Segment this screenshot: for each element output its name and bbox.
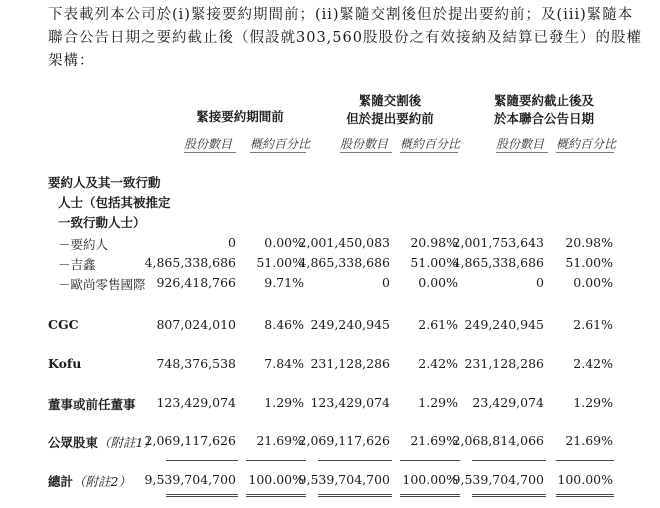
total-rule-top	[400, 460, 460, 461]
cell-shares-after-closing: 2,069,117,626	[298, 433, 390, 448]
table-row	[0, 395, 660, 415]
cell-shares-after-offer: 249,240,945	[464, 317, 544, 332]
table-row	[0, 433, 660, 453]
cell-percent-after-closing: 21.69%	[410, 433, 458, 448]
row-label: －吉鑫	[58, 257, 96, 272]
total-rule-bottom	[556, 494, 614, 497]
cell-percent-before: 1.29%	[264, 395, 304, 410]
cell-shares-before: 2,069,117,626	[144, 433, 236, 448]
table-row	[0, 235, 660, 255]
total-rule-bottom	[318, 494, 392, 497]
cell-percent-after-offer: 100.00%	[557, 472, 613, 487]
row-label: 董事或前任董事	[48, 397, 136, 412]
sub-header-underline	[556, 152, 614, 153]
cell-percent-after-offer: 20.98%	[565, 235, 613, 250]
cell-percent-after-offer: 2.42%	[573, 356, 613, 371]
group-label-line	[0, 193, 660, 213]
column-header-2	[320, 92, 460, 128]
sub-header-shares-3: 股份數目	[496, 137, 545, 151]
column-header-1	[170, 108, 310, 126]
sub-header-underline	[400, 152, 458, 153]
row-footnote-ref: （附註2）	[73, 474, 131, 489]
table-row	[0, 317, 660, 337]
cell-shares-after-offer: 9,539,704,700	[452, 472, 544, 487]
total-rule-top	[318, 460, 392, 461]
cell-percent-before: 7.84%	[264, 356, 304, 371]
cell-percent-before: 21.69%	[256, 433, 304, 448]
cell-shares-before: 9,539,704,700	[144, 472, 236, 487]
table-row	[0, 275, 660, 295]
cell-percent-after-closing: 1.29%	[418, 395, 458, 410]
cell-percent-before: 0.00%	[264, 235, 304, 250]
total-rule-top	[556, 460, 614, 461]
sub-header-shares-1: 股份數目	[184, 137, 233, 151]
row-label-text: 總計	[48, 474, 74, 489]
column-header-2-line1: 緊隨交割後	[358, 93, 422, 108]
table-row-total	[0, 472, 660, 492]
sub-header-percent-1: 概約百分比	[250, 137, 311, 151]
cell-percent-after-closing: 20.98%	[410, 235, 458, 250]
cell-percent-after-offer: 1.29%	[573, 395, 613, 410]
sub-header-underline	[250, 152, 306, 153]
cell-percent-after-closing: 2.61%	[418, 317, 458, 332]
cell-percent-before: 51.00%	[256, 255, 304, 270]
cell-percent-after-closing: 51.00%	[410, 255, 458, 270]
table-row	[0, 356, 660, 376]
column-header-2-line2: 但於提出要約前	[346, 111, 434, 126]
cell-shares-after-closing: 0	[382, 275, 390, 290]
intro-paragraph: 下表載列本公司於(i)緊接要約期間前；(ii)緊隨交割後但於提出要約前；及(iii)緊隨本聯合公告日期之要約截止後（假設就303,560股股份之有效接納及結算已發生）的股權架構：	[48, 7, 642, 69]
row-label-text: 公眾股東	[48, 435, 99, 450]
cell-shares-before: 4,865,338,686	[144, 255, 236, 270]
group-label-text: 一致行動人士）	[58, 215, 146, 230]
total-rule-top	[246, 460, 306, 461]
cell-shares-after-closing: 123,429,074	[310, 395, 390, 410]
row-label: －歐尚零售國際	[58, 277, 146, 292]
cell-shares-after-offer: 0	[536, 275, 544, 290]
column-header-3-line1: 緊隨要約截止後及	[493, 93, 594, 108]
sub-header-underline	[340, 152, 392, 153]
cell-shares-before: 123,429,074	[156, 395, 236, 410]
sub-header-percent-2: 概約百分比	[400, 137, 461, 151]
cell-percent-after-offer: 21.69%	[565, 433, 613, 448]
row-label: －要約人	[58, 237, 109, 252]
cell-percent-after-offer: 51.00%	[565, 255, 613, 270]
cell-shares-after-offer: 2,001,753,643	[452, 235, 544, 250]
column-header-1-line2: 緊接要約期間前	[196, 109, 284, 124]
cell-shares-after-closing: 2,001,450,083	[298, 235, 390, 250]
row-label	[48, 472, 131, 490]
table-row	[0, 255, 660, 275]
cell-shares-after-closing: 249,240,945	[310, 317, 390, 332]
cell-shares-after-offer: 2,068,814,066	[452, 433, 544, 448]
cell-percent-after-offer: 0.00%	[573, 275, 613, 290]
cell-shares-after-offer: 231,128,286	[464, 356, 544, 371]
cell-shares-after-offer: 23,429,074	[472, 395, 544, 410]
total-rule-bottom	[246, 494, 306, 497]
cell-shares-after-closing: 4,865,338,686	[298, 255, 390, 270]
cell-shares-before: 748,376,538	[156, 356, 236, 371]
row-footnote-ref: （附註1）	[98, 435, 156, 450]
sub-header-percent-3: 概約百分比	[556, 137, 617, 151]
group-label-text: 人士（包括其被推定	[58, 195, 171, 210]
row-label	[48, 433, 156, 451]
cell-percent-before: 9.71%	[264, 275, 304, 290]
cell-percent-after-closing: 100.00%	[402, 472, 458, 487]
cell-percent-after-closing: 0.00%	[418, 275, 458, 290]
row-label: Kofu	[48, 356, 82, 371]
total-rule-bottom	[472, 494, 546, 497]
column-header-3-line2: 於本聯合公告日期	[493, 111, 594, 126]
cell-percent-before: 8.46%	[264, 317, 304, 332]
sub-header-shares-2: 股份數目	[340, 137, 389, 151]
total-rule-bottom	[400, 494, 460, 497]
sub-header-underline	[184, 152, 236, 153]
group-label-line	[0, 173, 660, 193]
total-rule-top	[472, 460, 546, 461]
cell-shares-after-offer: 4,865,338,686	[452, 255, 544, 270]
cell-shares-before: 807,024,010	[156, 317, 236, 332]
cell-percent-after-closing: 2.42%	[418, 356, 458, 371]
cell-shares-before: 926,418,766	[156, 275, 236, 290]
cell-shares-before: 0	[228, 235, 236, 250]
group-label-line	[0, 213, 660, 233]
sub-header-underline	[496, 152, 548, 153]
total-rule-bottom	[166, 494, 238, 497]
cell-shares-after-closing: 9,539,704,700	[298, 472, 390, 487]
cell-percent-after-offer: 2.61%	[573, 317, 613, 332]
cell-percent-before: 100.00%	[248, 472, 304, 487]
column-header-3	[474, 92, 614, 128]
row-label: CGC	[48, 317, 79, 332]
total-rule-top	[166, 460, 238, 461]
cell-shares-after-closing: 231,128,286	[310, 356, 390, 371]
group-label-text: 要約人及其一致行動	[48, 175, 161, 190]
